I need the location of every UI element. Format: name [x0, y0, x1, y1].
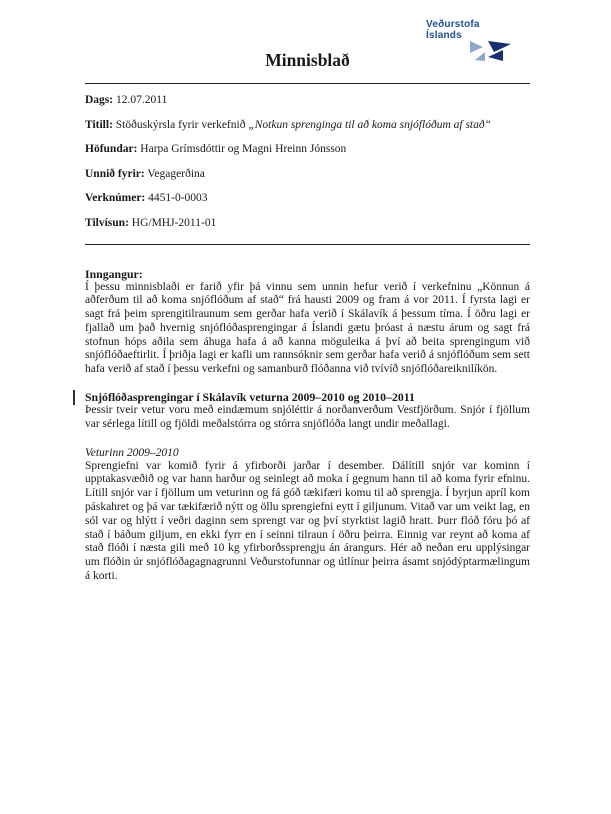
meta-row-unnid-fyrir: [85, 167, 530, 182]
divider-top: [85, 83, 530, 84]
meta-value-tilvisun: HG/MHJ-2011-01: [131, 216, 217, 229]
meta-row-titill: [85, 118, 530, 133]
section-inngangur: [85, 267, 530, 378]
inngangur-paragraph: Í þessu minnisblaði er farið yfir þá vinnu sem unnin hefur verið í verkefninu „Könnun á aðferðum til að koma snjóflóðum af stað“ frá hausti 2009 og fram á vor 2011. Í fyrsta lagi er sagt frá þeim sprengitilraunum sem gerðar hafa verið í Skálavík á þessum tíma. Í öðru lagi er fjallað um það hvernig snjóflóðasprengingar á Íslandi gætu þróast á næstu árum og sagt frá stofnun hóps aðila sem áhuga hafa á að kanna möguleika á því að beita sprengingum við snjóflóðaeftirlit. Í þriðja lagi er kafli um rannsóknir sem gerðar hafa verið á snjóflóðum sem sett hafa verið af stað í þessu verkefni og samanburð flóðanna við tvívíð snjóflóðareiknilíkön.: [85, 280, 530, 376]
section-veturinn-2009-2010: [85, 446, 530, 584]
divider-middle: [85, 244, 530, 245]
veturinn-paragraph: Sprengiefni var komið fyrir á yfirborði jarðar í desember. Dálítill snjór var kominn í upptakasvæðið og var hann harður og seinlegt að moka í gegnum hann til að koma fyrir efninu. Lítill snjór var í fjöllum um veturinn og fá góð tækifæri komu til að sprengja. Í byrjun apríl kom páskahret og þá var tækifærið nýtt og öllu sprengiefni eytt í giljunum. Vitað var um veikt lag, en sól var og hlýtt í veðri daginn sem sprengt var og því styrktist lagið hratt. Þurr flóð fóru þó af stað í báðum giljum, en ekki fyrr en í seinni tilraun í öðru þeirra. Einnig var reynt að koma af stað flóði í næsta gili með 10 kg yfirborðssprengju án árangurs. Hér að neðan eru upplýsingar um flóðin úr snjóflóðagagnagrunni Veðurstofunnar og útlínur þeirra ásamt snjódýptarmælingum á korti.: [85, 459, 530, 583]
meta-value-titill-quote: „Notkun sprenginga til að koma snjóflóðum af stað“: [248, 118, 492, 131]
meta-label-tilvisun: Tilvísun:: [85, 216, 129, 229]
logo-org-name-line1: Veðurstofa: [426, 19, 480, 30]
meta-label-hofundar: Höfundar:: [85, 143, 138, 155]
meta-label-dags: Dags:: [85, 94, 114, 106]
skalavik-heading: [85, 390, 530, 404]
logo-org-name-line2: Íslands: [426, 29, 462, 41]
meta-value-unnid-fyrir: Vegagerðina: [147, 167, 205, 180]
meta-value-titill-prefix: Stöðuskýrsla fyrir verkefnið: [115, 118, 249, 131]
meta-value-hofundar: Harpa Grímsdóttir og Magni Hreinn Jónsson: [140, 143, 347, 155]
meta-row-dags: [85, 93, 530, 108]
meta-row-hofundar: [85, 142, 530, 157]
meta-label-verknumer: Verknúmer:: [85, 192, 146, 204]
meta-section: [85, 93, 530, 231]
document-title: Minnisblað: [265, 50, 350, 70]
veturinn-heading: Veturinn 2009–2010: [85, 446, 179, 459]
meta-value-verknumer: 4451-0-0003: [148, 192, 208, 204]
meta-label-titill: Titill:: [85, 118, 113, 131]
inngangur-heading: Inngangur:: [85, 266, 143, 281]
margin-change-bar: [73, 390, 75, 405]
meta-row-verknumer: [85, 191, 530, 206]
meta-row-tilvisun: [85, 216, 530, 231]
skalavik-heading-text: Snjóflóðasprengingar í Skálavík veturna 2009–2010 og 2010–2011: [85, 390, 415, 405]
meta-label-unnid-fyrir: Unnið fyrir:: [85, 167, 145, 180]
skalavik-paragraph: Þessir tveir vetur voru með eindæmum snjóléttir á norðanverðum Vestfjörðum. Snjór í fjöllum var sérlega lítill og fjöldi meðalstórra og stórra snjóflóða langt undir meðallagi.: [85, 404, 530, 430]
meta-value-dags: 12.07.2011: [116, 94, 168, 106]
document-content: [85, 0, 530, 584]
section-skalavik: [85, 390, 530, 432]
